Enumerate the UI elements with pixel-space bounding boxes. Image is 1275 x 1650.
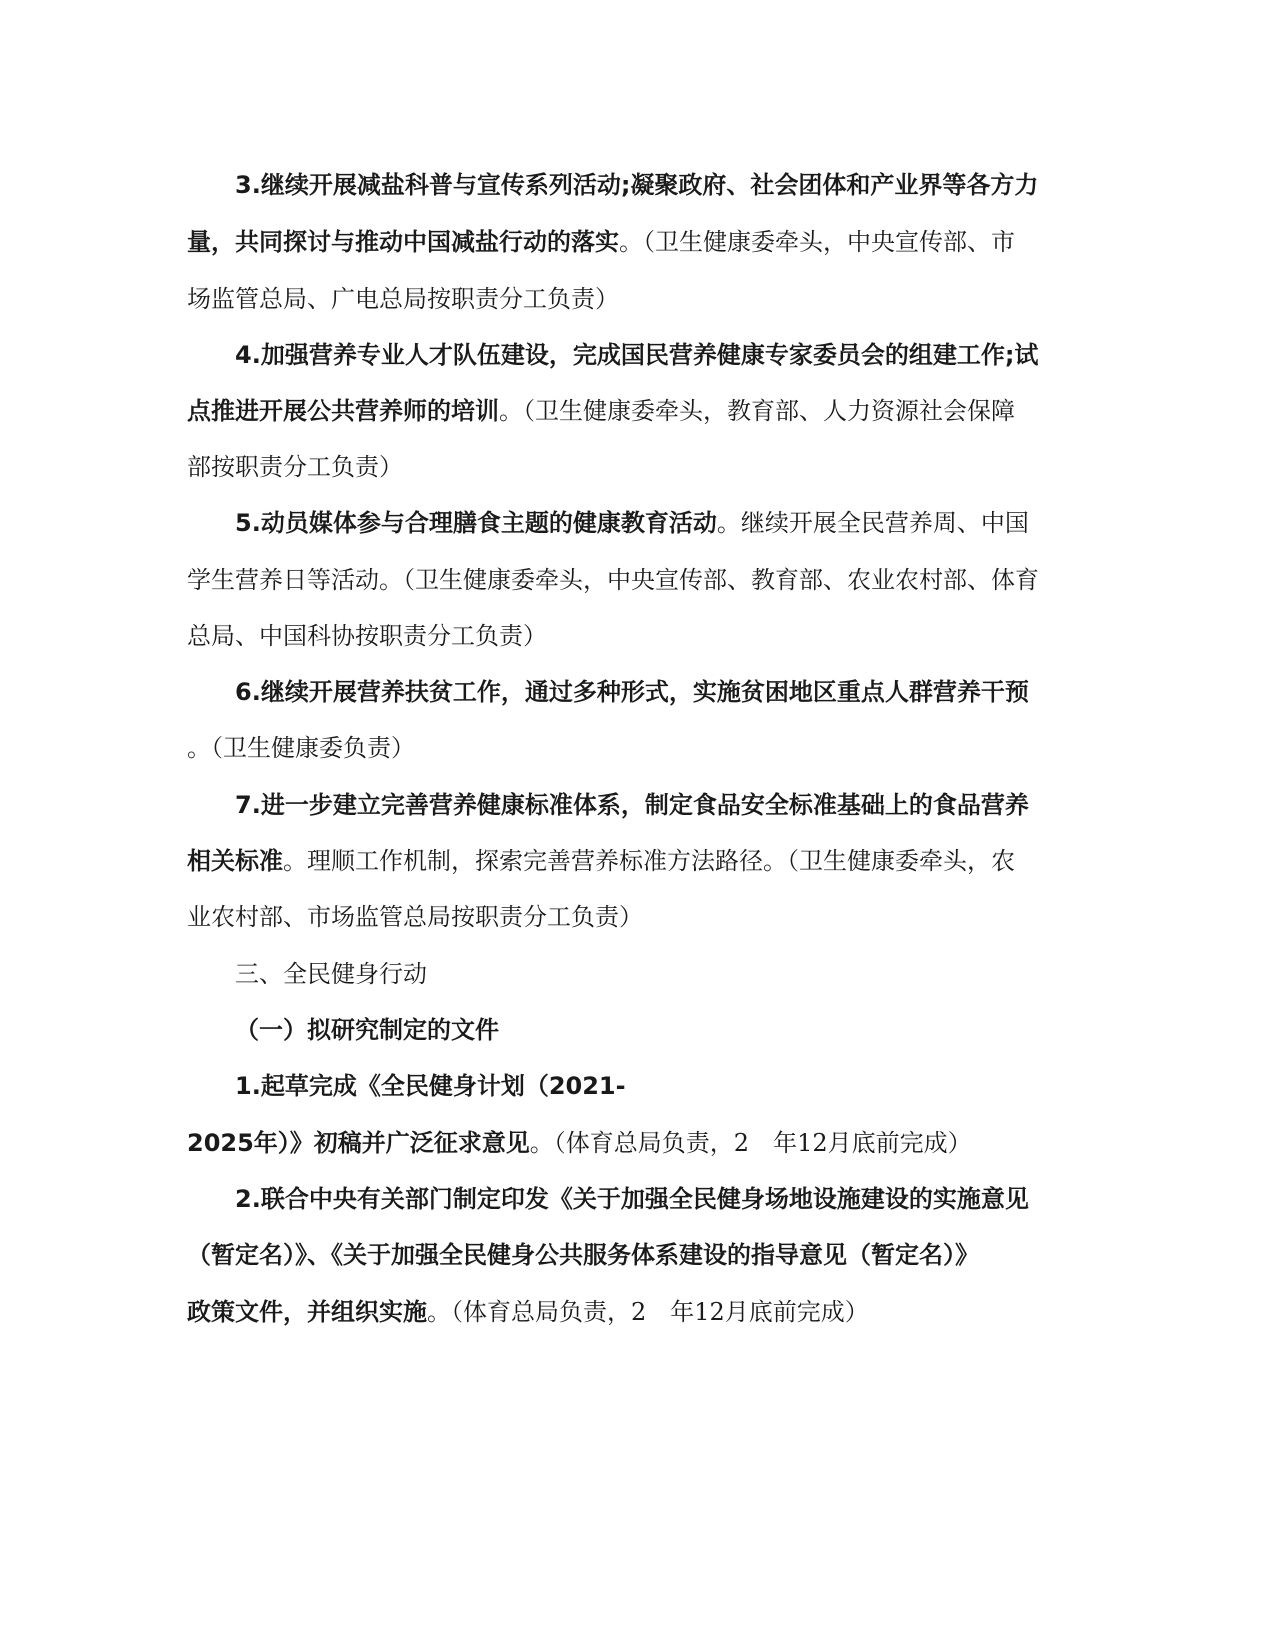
normal-text: 学生营养日等活动。（卫生健康委牵头，中央宣传部、教育部、农业农村部、体育 <box>187 566 1039 594</box>
paragraph-line <box>235 507 1029 539</box>
paragraph-line <box>187 1127 972 1159</box>
paragraph-line <box>235 676 1029 708</box>
paragraph-line <box>187 226 1015 258</box>
bold-text: 3.继续开展减盐科普与宣传系列活动;凝聚政府、社会团体和产业界等各方力 <box>235 171 1039 199</box>
paragraph-line <box>235 339 1038 371</box>
normal-text: 三、全民健身行动 <box>235 960 427 988</box>
normal-text: 。（卫生健康委牵头，教育部、人力资源社会保障 <box>499 397 1015 425</box>
normal-text: 业农村部、市场监管总局按职责分工负责） <box>187 903 643 931</box>
paragraph-line <box>235 789 1029 821</box>
normal-text: 。（体育总局负责，2 年12月底前完成） <box>427 1298 869 1326</box>
bold-text: 量，共同探讨与推动中国减盐行动的落实 <box>187 228 619 256</box>
paragraph-line <box>187 451 403 483</box>
paragraph-line <box>235 1183 1029 1215</box>
paragraph-line <box>187 1239 979 1271</box>
normal-text: 。理顺工作机制，探索完善营养标准方法路径。（卫生健康委牵头，农 <box>283 847 1015 875</box>
bold-text: 点推进开展公共营养师的培训 <box>187 397 499 425</box>
paragraph-line <box>187 1296 869 1328</box>
paragraph-line <box>187 901 643 933</box>
bold-text: （暂定名）》、《关于加强全民健身公共服务体系建设的指导意见（暂定名）》 <box>187 1241 979 1269</box>
normal-text: 部按职责分工负责） <box>187 453 403 481</box>
bold-text: 4.加强营养专业人才队伍建设，完成国民营养健康专家委员会的组建工作;试 <box>235 341 1039 369</box>
paragraph-line <box>187 732 415 764</box>
bold-text: （一）拟研究制定的文件 <box>235 1016 499 1044</box>
bold-text: 7.进一步建立完善营养健康标准体系，制定食品安全标准基础上的食品营养 <box>235 791 1029 819</box>
normal-text: 。（卫生健康委牵头，中央宣传部、市 <box>619 228 1015 256</box>
paragraph-line <box>187 395 1015 427</box>
normal-text: 总局、中国科协按职责分工负责） <box>187 622 547 650</box>
paragraph-line <box>187 564 1039 596</box>
paragraph-line <box>187 845 1015 877</box>
subsection-heading <box>235 1014 499 1046</box>
normal-text: 。（卫生健康委负责） <box>187 734 415 762</box>
bold-text: 1.起草完成《全民健身计划（2021- <box>235 1072 626 1100</box>
bold-text: 2.联合中央有关部门制定印发《关于加强全民健身场地设施建设的实施意见 <box>235 1185 1029 1213</box>
normal-text: 。（体育总局负责，2 年12月底前完成） <box>529 1129 972 1157</box>
paragraph-line <box>235 1070 626 1102</box>
paragraph-line <box>235 169 1038 201</box>
paragraph-line <box>187 620 547 652</box>
normal-text: 场监管总局、广电总局按职责分工负责） <box>187 285 619 313</box>
normal-text: 。继续开展全民营养周、中国 <box>716 509 1029 537</box>
bold-text: 政策文件，并组织实施 <box>187 1298 427 1326</box>
bold-text: 相关标准 <box>187 847 283 875</box>
bold-text: 5.动员媒体参与合理膳食主题的健康教育活动 <box>235 509 717 537</box>
bold-text: 6.继续开展营养扶贫工作，通过多种形式，实施贫困地区重点人群营养干预 <box>235 678 1029 706</box>
bold-text: 2025年）》初稿并广泛征求意见 <box>187 1129 530 1157</box>
section-heading <box>235 958 427 990</box>
paragraph-line <box>187 283 619 315</box>
